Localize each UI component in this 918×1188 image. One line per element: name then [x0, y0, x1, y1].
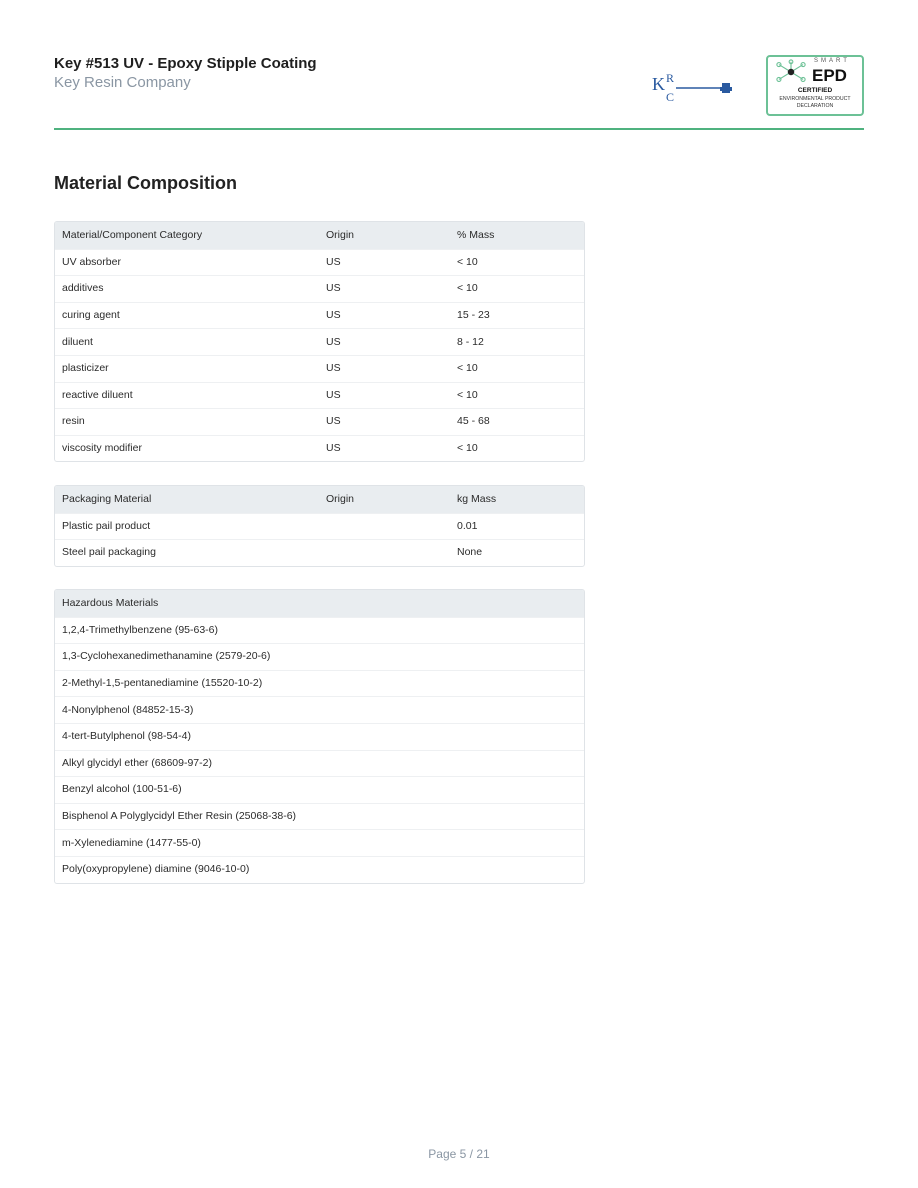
- table-row: [55, 856, 584, 883]
- table-cell: None: [457, 546, 483, 559]
- table-row: [55, 408, 584, 435]
- table-cell: US: [326, 362, 341, 375]
- table-row: [55, 617, 584, 644]
- table-cell: Bisphenol A Polyglycidyl Ether Resin (25068-38-6): [62, 810, 297, 823]
- table-row: [55, 513, 584, 540]
- table-row: [55, 643, 584, 670]
- column-header: Hazardous Materials: [62, 596, 159, 609]
- table-cell: Benzyl alcohol (100-51-6): [62, 783, 182, 796]
- table-cell: < 10: [457, 388, 478, 401]
- table-row: [55, 539, 584, 566]
- molecule-icon: [772, 59, 810, 85]
- packaging-table: [54, 485, 585, 567]
- table-header-row: [55, 222, 584, 249]
- table-cell: US: [326, 388, 341, 401]
- table-cell: resin: [62, 415, 85, 428]
- table-cell: viscosity modifier: [62, 442, 142, 455]
- table-cell: 1,2,4-Trimethylbenzene (95-63-6): [62, 623, 219, 636]
- table-cell: < 10: [457, 442, 478, 455]
- table-cell: US: [326, 335, 341, 348]
- table-cell: additives: [62, 282, 104, 295]
- table-row: [55, 776, 584, 803]
- table-row: [55, 302, 584, 329]
- svg-text:C: C: [666, 90, 675, 102]
- epd-certified-text: CERTIFIED: [797, 87, 833, 94]
- table-row: [55, 670, 584, 697]
- table-cell: plasticizer: [62, 362, 109, 375]
- table-cell: 0.01: [457, 519, 478, 532]
- krc-logo: [652, 70, 736, 102]
- epd-text: EPD: [812, 66, 847, 85]
- column-header: Origin: [326, 228, 355, 241]
- table-row: [55, 328, 584, 355]
- svg-text:K: K: [652, 74, 665, 94]
- page-number: Page 5 / 21: [428, 1147, 490, 1161]
- column-header: Origin: [326, 492, 355, 505]
- table-cell: < 10: [457, 282, 478, 295]
- table-cell: 8 - 12: [457, 335, 484, 348]
- table-cell: Steel pail packaging: [62, 546, 156, 559]
- column-header: Packaging Material: [62, 492, 152, 505]
- svg-text:R: R: [666, 71, 675, 85]
- table-row: [55, 829, 584, 856]
- column-header: kg Mass: [457, 492, 497, 505]
- table-cell: Poly(oxypropylene) diamine (9046-10-0): [62, 863, 250, 876]
- table-row: [55, 435, 584, 462]
- table-row: [55, 696, 584, 723]
- table-cell: US: [326, 309, 341, 322]
- table-cell: Plastic pail product: [62, 519, 151, 532]
- table-header-row: [55, 590, 584, 617]
- table-cell: US: [326, 442, 341, 455]
- table-cell: US: [326, 282, 341, 295]
- table-cell: 1,3-Cyclohexanedimethanamine (2579-20-6): [62, 650, 271, 663]
- header-divider: [54, 128, 864, 130]
- table-cell: 4-tert-Butylphenol (98-54-4): [62, 730, 191, 743]
- table-row: [55, 249, 584, 276]
- table-row: [55, 275, 584, 302]
- table-cell: 2-Methyl-1,5-pentanediamine (15520-10-2): [62, 677, 263, 690]
- document-title: Key #513 UV - Epoxy Stipple Coating: [54, 55, 317, 72]
- table-row: [55, 355, 584, 382]
- smart-epd-certified-badge: [766, 55, 864, 116]
- hazardous-materials-table: [54, 589, 585, 884]
- table-cell: diluent: [62, 335, 93, 348]
- section-title: Material Composition: [54, 173, 238, 193]
- table-cell: 15 - 23: [457, 309, 490, 322]
- epd-declaration-text: ENVIRONMENTAL PRODUCT DECLARATION: [779, 96, 851, 109]
- table-cell: curing agent: [62, 309, 120, 322]
- table-cell: reactive diluent: [62, 388, 133, 401]
- table-row: [55, 803, 584, 830]
- table-header-row: [55, 486, 584, 513]
- column-header: Material/Component Category: [62, 228, 203, 241]
- table-cell: 4-Nonylphenol (84852-15-3): [62, 703, 194, 716]
- company-name: Key Resin Company: [54, 74, 191, 91]
- table-cell: US: [326, 415, 341, 428]
- table-cell: UV absorber: [62, 255, 121, 268]
- table-cell: < 10: [457, 362, 478, 375]
- table-cell: m-Xylenediamine (1477-55-0): [62, 836, 201, 849]
- material-composition-table: [54, 221, 585, 462]
- epd-smart-text: SMART: [814, 58, 850, 64]
- table-cell: < 10: [457, 255, 478, 268]
- table-row: [55, 382, 584, 409]
- table-cell: 45 - 68: [457, 415, 490, 428]
- table-cell: US: [326, 255, 341, 268]
- table-row: [55, 750, 584, 777]
- table-cell: Alkyl glycidyl ether (68609-97-2): [62, 756, 212, 769]
- column-header: % Mass: [457, 228, 495, 241]
- table-row: [55, 723, 584, 750]
